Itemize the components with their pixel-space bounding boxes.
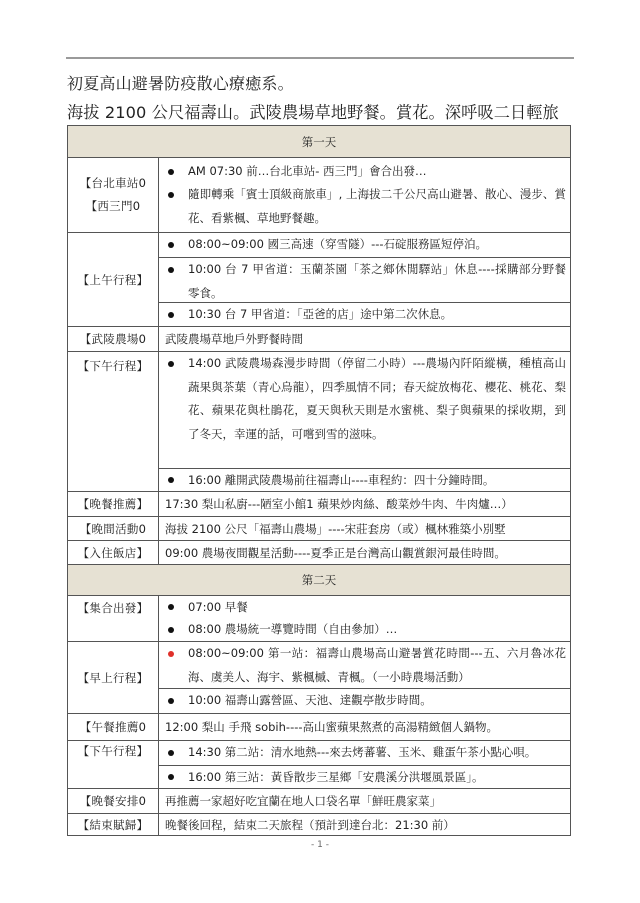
- item-text: 隨即轉乘「賓士頂級商旅車」, 上海拔二千公尺高山避暑、散心、漫步、賞花、看紫楓、草地野餐趣。: [188, 187, 566, 225]
- document-subtitle: 海拔 2100 公尺福壽山。武陵農場草地野餐。賞花。深呼吸二日輕旅: [67, 103, 559, 122]
- item-text: 10:30 台 7 甲省道：「亞爸的店」途中第二次休息。: [188, 307, 453, 321]
- day-header: 第一天: [68, 126, 571, 158]
- list-item: [159, 160, 570, 183]
- table-row: [68, 741, 571, 789]
- item-text: 07:00 早餐: [188, 600, 248, 614]
- table-row: [68, 158, 571, 233]
- list-item: [159, 741, 570, 765]
- bullet-icon: [168, 698, 174, 704]
- row-content: 武陵農場草地戶外野餐時間: [159, 327, 571, 352]
- row-content: [159, 233, 571, 327]
- row-label: 【晚間活動0: [68, 517, 159, 541]
- table-row: [68, 517, 571, 541]
- item-text: 08:00 農場統一導覽時間（自由參加）…: [188, 622, 398, 636]
- row-label-line: 【台北車站0: [79, 176, 147, 190]
- table-row: [68, 352, 571, 492]
- bullet-icon: [168, 361, 174, 367]
- item-text: 14:00 武陵農場森漫步時間（停留二小時）---農場內阡陌縱橫，種植高山蔬果與茶葉（青心烏龍），四季風情不同；春天綻放梅花、櫻花、桃花、梨花、蘋果花與杜鵑花，夏天與秋天則是水蜜桃、梨子與蘋果的採收期，到了冬天，幸運的話，可嚐到雪的滋味。: [188, 356, 566, 441]
- list-item: [159, 468, 570, 491]
- row-content: 海拔 2100 公尺「福壽山農場」----宋莊套房（或）楓林雅築小別墅: [159, 517, 571, 541]
- day-header-row: [68, 126, 571, 158]
- list-item: [159, 233, 570, 257]
- item-text: 10:00 台 7 甲省道：玉蘭茶園「茶之鄉休閒驛站」休息----採購部分野餐零食。: [188, 262, 566, 300]
- bullet-icon: [168, 267, 174, 273]
- bullet-icon: [168, 604, 174, 610]
- row-content: 再推薦一家超好吃宜蘭在地人口袋名單「鮮旺農家菜」: [159, 789, 571, 814]
- table-row: [68, 714, 571, 741]
- table-row: [68, 642, 571, 714]
- item-text: 16:00 離開武陵農場前往福壽山----車程約：四十分鐘時間。: [188, 473, 495, 487]
- row-content: [159, 596, 571, 642]
- row-label: [68, 158, 159, 233]
- bullet-icon: [168, 774, 174, 780]
- bullet-icon: [168, 169, 174, 175]
- row-label: 【晚餐安排0: [68, 789, 159, 814]
- row-label: 【早上行程】: [68, 642, 159, 714]
- row-label: 【午餐推薦0: [68, 714, 159, 741]
- bullet-icon: [168, 627, 174, 633]
- item-text: 16:00 第三站：黃昏散步三星鄉「安農溪分洪堰風景區」。: [188, 770, 484, 784]
- row-label: 【結束賦歸】: [68, 814, 159, 836]
- row-label: 【下午行程】: [68, 741, 159, 789]
- table-row: [68, 327, 571, 352]
- row-content: [159, 741, 571, 789]
- page-number: - 1 -: [311, 840, 329, 850]
- row-label: 【上午行程】: [68, 233, 159, 327]
- table-row: [68, 789, 571, 814]
- list-item: [159, 596, 570, 618]
- item-text: 14:30 第二站：清水地熱---來去烤蕃薯、玉米、雞蛋午茶小點心唄。: [188, 745, 537, 759]
- row-label: 【下午行程】: [68, 352, 159, 492]
- header-rule: [66, 57, 574, 59]
- bullet-icon: [168, 312, 174, 318]
- itinerary-table: [67, 125, 571, 836]
- item-text: AM 07:30 前…台北車站- 西三門」會合出發…: [188, 164, 427, 178]
- table-row: [68, 814, 571, 836]
- row-content: 09:00 農場夜間觀星活動----夏季正是台灣高山觀賞銀河最佳時間。: [159, 541, 571, 565]
- red-bullet-icon: [168, 651, 174, 657]
- list-item: [159, 765, 570, 788]
- row-content: 17:30 梨山私廚---陋室小館1 蘋果炒肉絲、酸菜炒牛肉、牛肉爐…）: [159, 492, 571, 517]
- document-title: 初夏高山避暑防疫散心療癒系。: [67, 74, 294, 93]
- row-content: 晚餐後回程，結束二天旅程（預計到達台北：21:30 前）: [159, 814, 571, 836]
- table-row: [68, 492, 571, 517]
- row-label: 【集合出發】: [68, 596, 159, 642]
- bullet-icon: [168, 477, 174, 483]
- bullet-icon: [168, 750, 174, 756]
- item-text: 10:00 福壽山露營區、天池、達觀亭散步時間。: [188, 693, 432, 707]
- row-label-line: 【西三門0: [85, 199, 141, 213]
- row-label: 【武陵農場0: [68, 327, 159, 352]
- item-text: 08:00~09:00 國三高速（穿雪隧）---石碇服務區短停泊。: [188, 237, 488, 251]
- row-content: [159, 642, 571, 714]
- list-item: [159, 183, 570, 230]
- item-text: 08:00~09:00 第一站：福壽山農場高山避暑賞花時間---五、六月魯冰花海、虞美人、海宇、紫楓槭、青楓。（一小時農場活動）: [188, 646, 566, 684]
- list-item: [159, 302, 570, 326]
- list-item: [159, 618, 570, 641]
- list-item: [159, 642, 570, 688]
- row-content: 12:00 梨山 手飛 sobih----高山蜜蘋果熬煮的高湯精緻個人鍋物。: [159, 714, 571, 741]
- row-content: [159, 158, 571, 233]
- list-item: [159, 352, 570, 468]
- row-content: [159, 352, 571, 492]
- day-header-row: [68, 565, 571, 596]
- row-label: 【入住飯店】: [68, 541, 159, 565]
- table-row: [68, 596, 571, 642]
- list-item: [159, 257, 570, 302]
- row-label: 【晚餐推薦】: [68, 492, 159, 517]
- bullet-icon: [168, 192, 174, 198]
- list-item: [159, 688, 570, 713]
- table-row: [68, 233, 571, 327]
- day-header: 第二天: [68, 565, 571, 596]
- bullet-icon: [168, 242, 174, 248]
- table-row: [68, 541, 571, 565]
